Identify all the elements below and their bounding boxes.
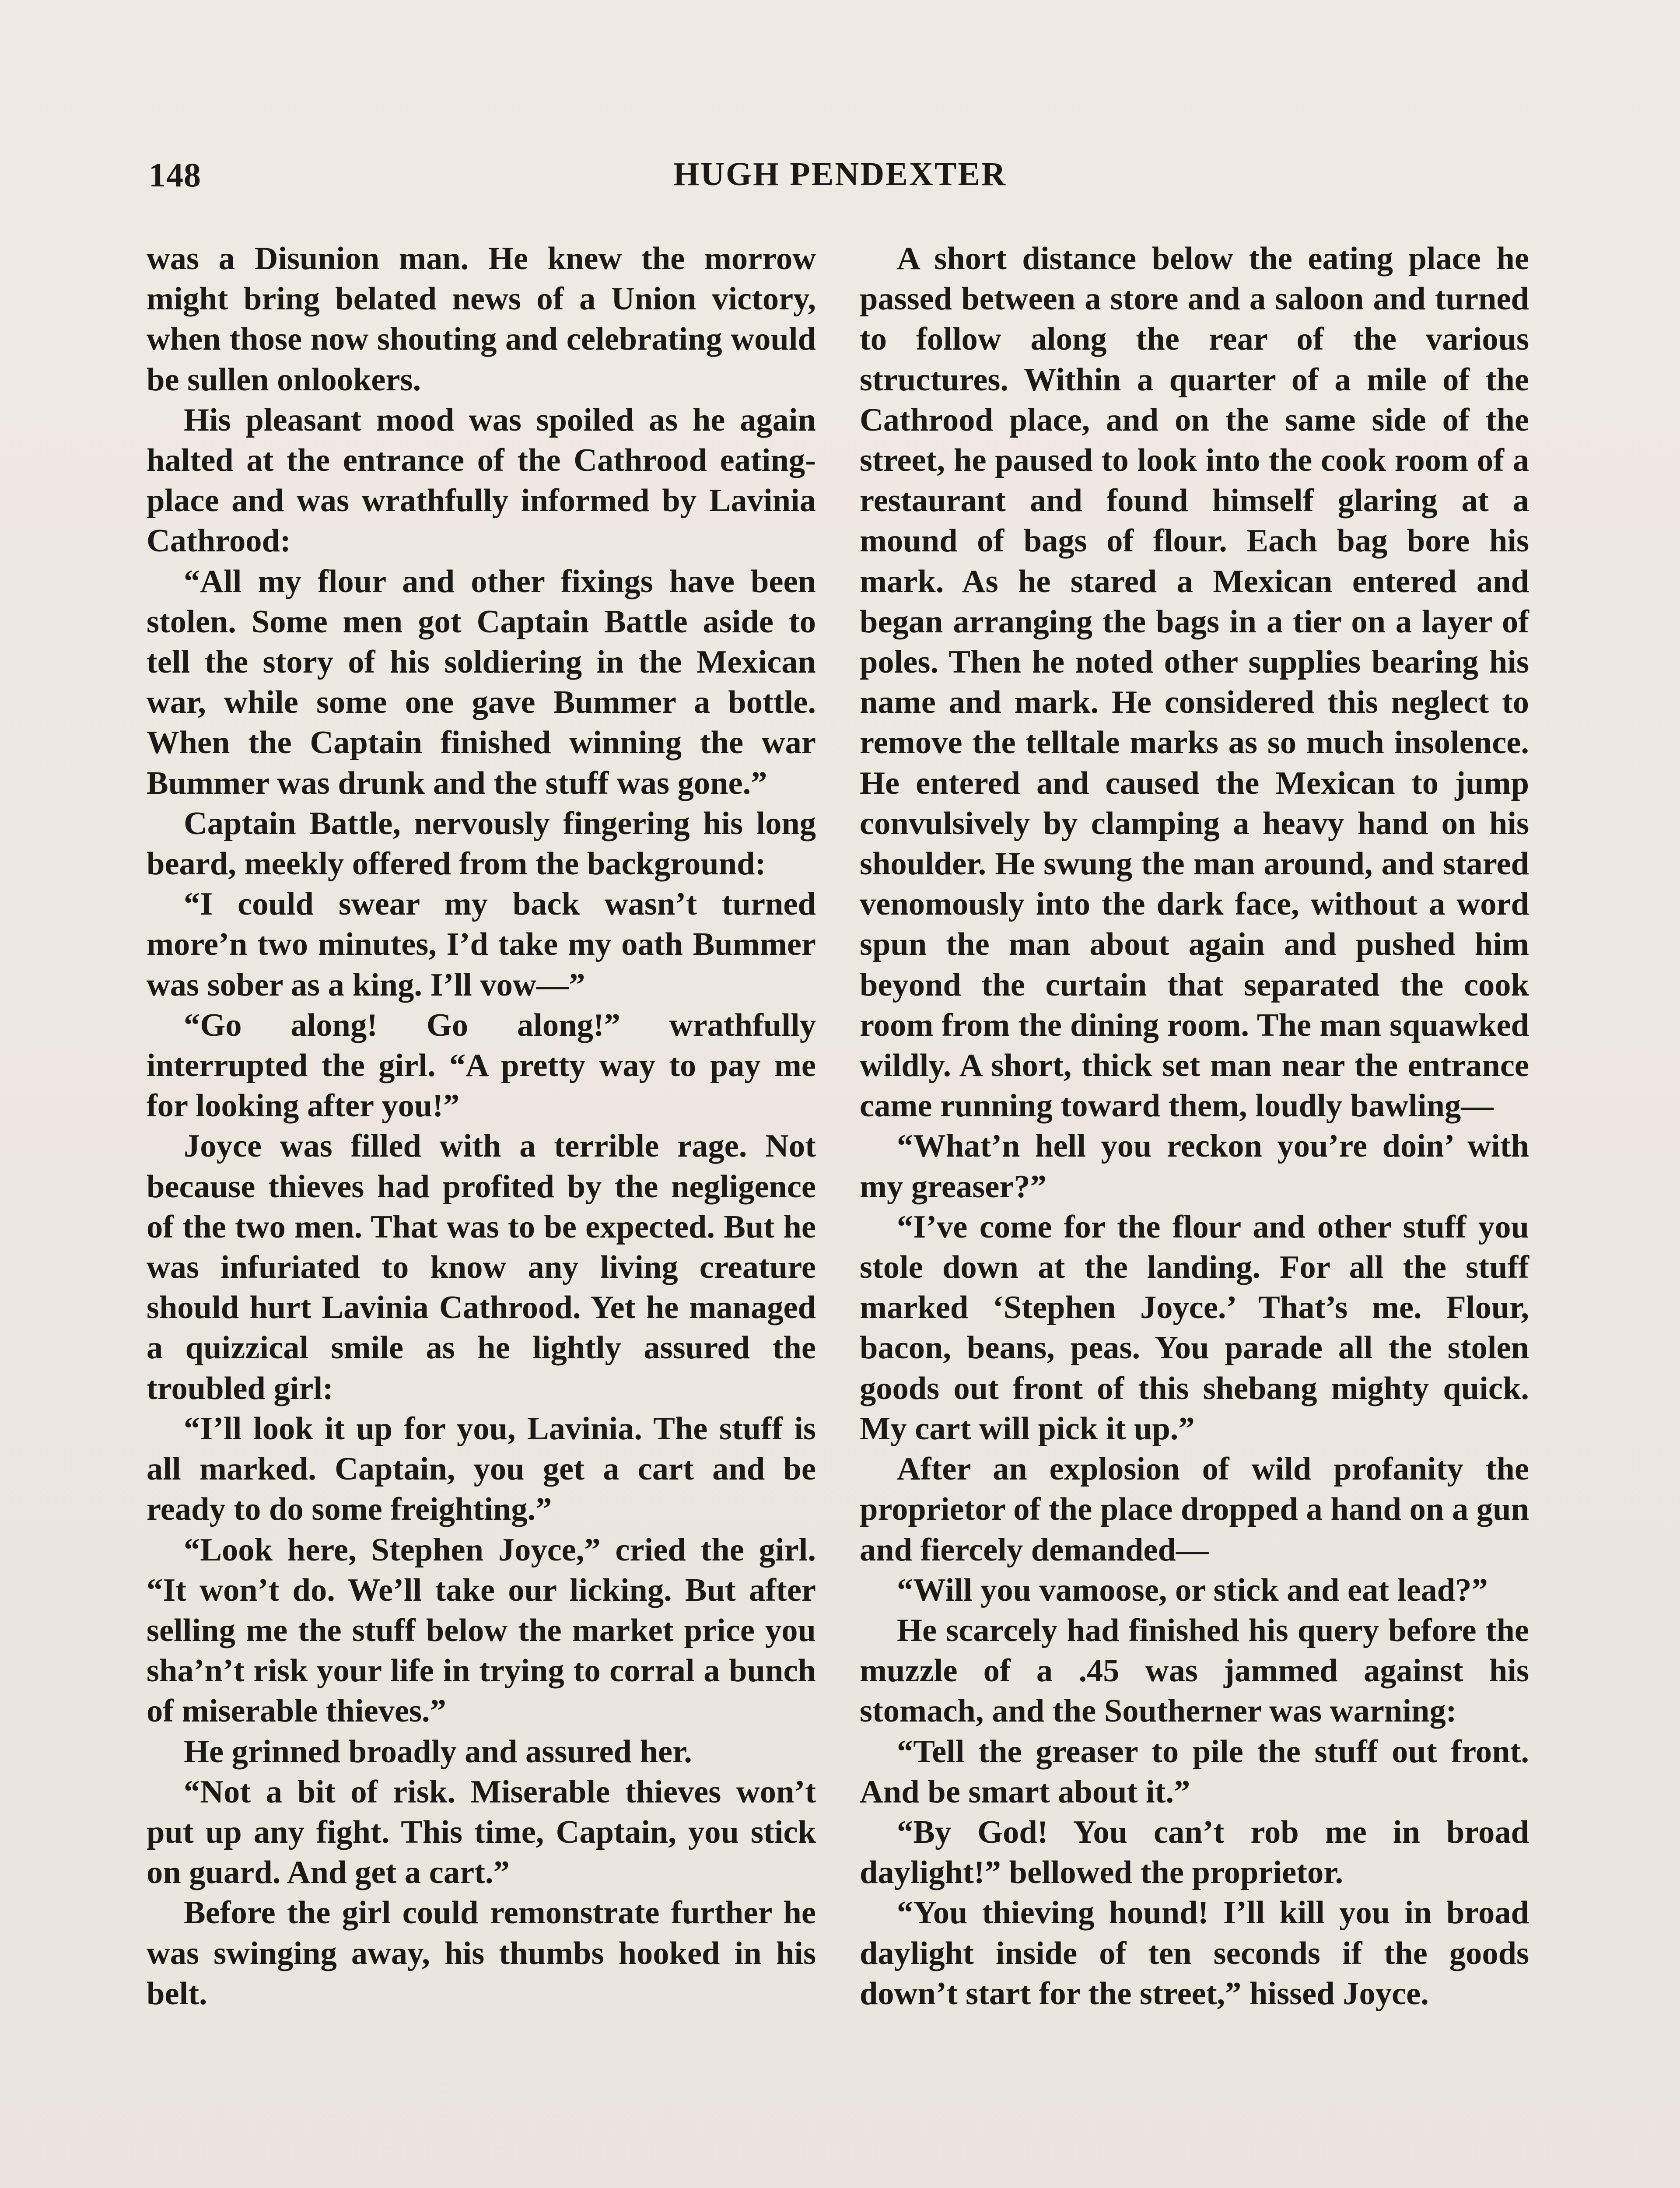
paragraph: “I’ve come for the flour and other stuff you stole down at the landing. For all the stuff marked ‘Stephen Joyce.’ That’s me. Flour, bacon, beans, peas. You parade all the stolen goods out front of this shebang mighty quick. My cart will pick it up.” — [860, 1209, 1529, 1447]
left-column — [147, 238, 816, 2014]
paragraph: “Will you vamoose, or stick and eat lead?” — [897, 1572, 1488, 1608]
right-column — [860, 238, 1529, 2014]
paragraph: “Go along! Go along!” wrathfully interrupted the girl. “A pretty way to pay me for looking after you!” — [147, 1007, 816, 1124]
text-columns — [147, 238, 1536, 2188]
paragraph: “I’ll look it up for you, Lavinia. The stuff is all marked. Captain, you get a cart and be ready to do some freighting.” — [147, 1410, 816, 1528]
paragraph: His pleasant mood was spoiled as he again halted at the entrance of the Cathrood eating-place and was wrathfully informed by Lavinia Cathrood: — [147, 402, 816, 559]
paragraph: After an explosion of wild profanity the proprietor of the place dropped a hand on a gun and fiercely demanded— — [860, 1451, 1529, 1568]
page-header — [149, 155, 1531, 203]
paragraph: He scarcely had finished his query before the muzzle of a .45 was jammed against his stomach, and the Southerner was warning: — [860, 1612, 1529, 1729]
paragraph: was a Disunion man. He knew the morrow might bring belated news of a Union victory, when those now shouting and celebrating would be sullen onlookers. — [147, 241, 816, 398]
paragraph: “Look here, Stephen Joyce,” cried the girl. “It won’t do. We’ll take our licking. But after selling me the stuff below the market price you sha’n’t risk your life in trying to corral a bunch of miserable thieves.” — [147, 1532, 816, 1729]
paragraph: “All my flour and other fixings have been stolen. Some men got Captain Battle aside to tell the story of his soldiering in the Mexican war, while some one gave Bummer a bottle. When the Captain finished winning the war Bummer was drunk and the stuff was gone.” — [147, 563, 816, 801]
paragraph: “Tell the greaser to pile the stuff out front. And be smart about it.” — [860, 1733, 1529, 1810]
page-number: 148 — [149, 156, 201, 194]
paragraph: “What’n hell you reckon you’re doin’ with my greaser?” — [860, 1128, 1529, 1205]
paragraph: He grinned broadly and assured her. — [184, 1733, 692, 1770]
running-head: HUGH PENDEXTER — [673, 156, 1007, 193]
paragraph: Before the girl could remonstrate further he was swinging away, his thumbs hooked in his belt. — [147, 1895, 816, 2012]
paragraph: Joyce was filled with a terrible rage. Not because thieves had profited by the negligence of the two men. That was to be expected. But he was infuriated to know any living creature should hurt Lavinia Cathrood. Yet he managed a quizzical smile as he lightly assured the troubled girl: — [147, 1128, 816, 1406]
paragraph: “You thieving hound! I’ll kill you in broad daylight inside of ten seconds if the goods down’t start for the street,” hissed Joyce. — [860, 1895, 1529, 2012]
paragraph: A short distance below the eating place he passed between a store and a saloon and turned to follow along the rear of the various structures. Within a quarter of a mile of the Cathrood place, and on the same side of the street, he paused to look into the cook room of a restaurant and found himself glaring at a mound of bags of flour. Each bag bore his mark. As he stared a Mexican entered and began arranging the bags in a tier on a layer of poles. Then he noted other supplies bearing his name and mark. He considered this neglect to remove the telltale marks as so much insolence. He entered and caused the Mexican to jump convulsively by clamping a heavy hand on his shoulder. He swung the man around, and stared venomously into the dark face, without a word spun the man about again and pushed him beyond the curtain that separated the cook room from the dining room. The man squawked wildly. A short, thick set man near the entrance came running toward them, loudly bawling— — [860, 241, 1529, 1124]
paragraph: Captain Battle, nervously fingering his long beard, meekly offered from the background: — [147, 805, 816, 882]
paragraph: “I could swear my back wasn’t turned more’n two minutes, I’d take my oath Bummer was sober as a king. I’ll vow—” — [147, 886, 816, 1003]
paragraph: “By God! You can’t rob me in broad daylight!” bellowed the proprietor. — [860, 1814, 1529, 1891]
paragraph: “Not a bit of risk. Miserable thieves won’t put up any fight. This time, Captain, you stick on guard. And get a cart.” — [147, 1774, 816, 1891]
